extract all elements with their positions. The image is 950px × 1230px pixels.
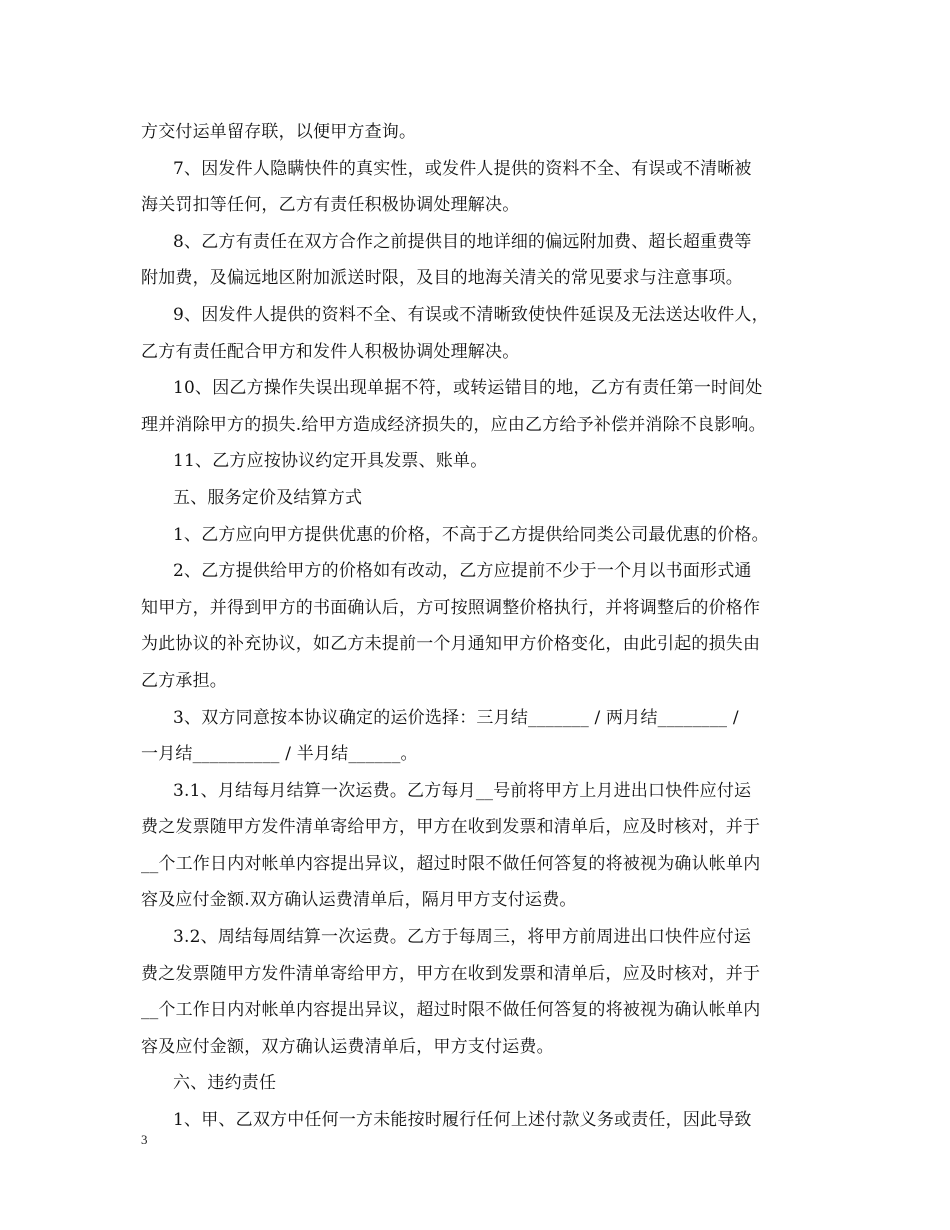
text-line: __个工作日内对帐单内容提出异议，超过时限不做任何答复的将被视为确认帐单内 xyxy=(141,853,761,874)
text-line: 7、因发件人隐瞒快件的真实性，或发件人提供的资料不全、有误或不清晰被 xyxy=(173,158,752,179)
text-line: __个工作日内对帐单内容提出异议，超过时限不做任何答复的将被视为确认帐单内 xyxy=(141,1000,761,1021)
text-line: 附加费，及偏远地区附加派送时限，及目的地海关清关的常见要求与注意事项。 xyxy=(141,268,743,289)
text-line: 2、乙方提供给甲方的价格如有改动，乙方应提前不少于一个月以书面形式通 xyxy=(173,561,752,582)
text-line: 10、因乙方操作失误出现单据不符，或转运错目的地，乙方有责任第一时间处 xyxy=(173,378,763,399)
text-line: 容及应付金额，双方确认运费清单后，甲方支付运费。 xyxy=(141,1036,554,1057)
text-line: 1、甲、乙双方中任何一方未能按时履行任何上述付款义务或责任，因此导致 xyxy=(173,1110,752,1131)
document-body xyxy=(141,114,813,1139)
text-line: 乙方承担。 xyxy=(141,670,227,691)
text-line: 9、因发件人提供的资料不全、有误或不清晰致使快件延误及无法送达收件人， xyxy=(173,304,769,325)
section-heading: 六、违约责任 xyxy=(173,1073,277,1094)
text-line: 知甲方，并得到甲方的书面确认后，方可按照调整价格执行，并将调整后的价格作 xyxy=(141,597,761,618)
section-heading: 五、服务定价及结算方式 xyxy=(173,487,363,508)
text-line: 理并消除甲方的损失.给甲方造成经济损失的，应由乙方给予补偿并消除不良影响。 xyxy=(141,414,766,435)
text-line: 3、双方同意按本协议确定的运价选择：三月结_______ / 两月结________ / xyxy=(173,707,739,728)
text-line: 海关罚扣等任何，乙方有责任积极协调处理解决。 xyxy=(141,195,520,216)
text-line: 3.2、周结每周结算一次运费。乙方于每周三，将甲方前周进出口快件应付运 xyxy=(173,927,752,948)
text-line: 1、乙方应向甲方提供优惠的价格，不高于乙方提供给同类公司最优惠的价格。 xyxy=(173,524,769,545)
text-line: 3.1、月结每月结算一次运费。乙方每月__号前将甲方上月进出口快件应付运 xyxy=(173,780,752,801)
text-line: 8、乙方有责任在双方合作之前提供目的地详细的偏远附加费、超长超重费等 xyxy=(173,231,752,252)
text-line: 11、乙方应按协议约定开具发票、账单。 xyxy=(173,451,488,472)
text-line: 乙方有责任配合甲方和发件人积极协调处理解决。 xyxy=(141,341,520,362)
text-line: 为此协议的补充协议，如乙方未提前一个月通知甲方价格变化，由此引起的损失由 xyxy=(141,634,761,655)
text-line: 容及应付金额.双方确认运费清单后，隔月甲方支付运费。 xyxy=(141,890,577,911)
text-line: 费之发票随甲方发件清单寄给甲方，甲方在收到发票和清单后，应及时核对，并于 xyxy=(141,963,761,984)
text-line: 方交付运单留存联，以便甲方查询。 xyxy=(141,122,417,142)
page-number: 3 xyxy=(141,1132,148,1147)
text-line: 费之发票随甲方发件清单寄给甲方，甲方在收到发票和清单后，应及时核对，并于 xyxy=(141,817,761,838)
text-line: 一月结__________ / 半月结______。 xyxy=(141,744,418,765)
